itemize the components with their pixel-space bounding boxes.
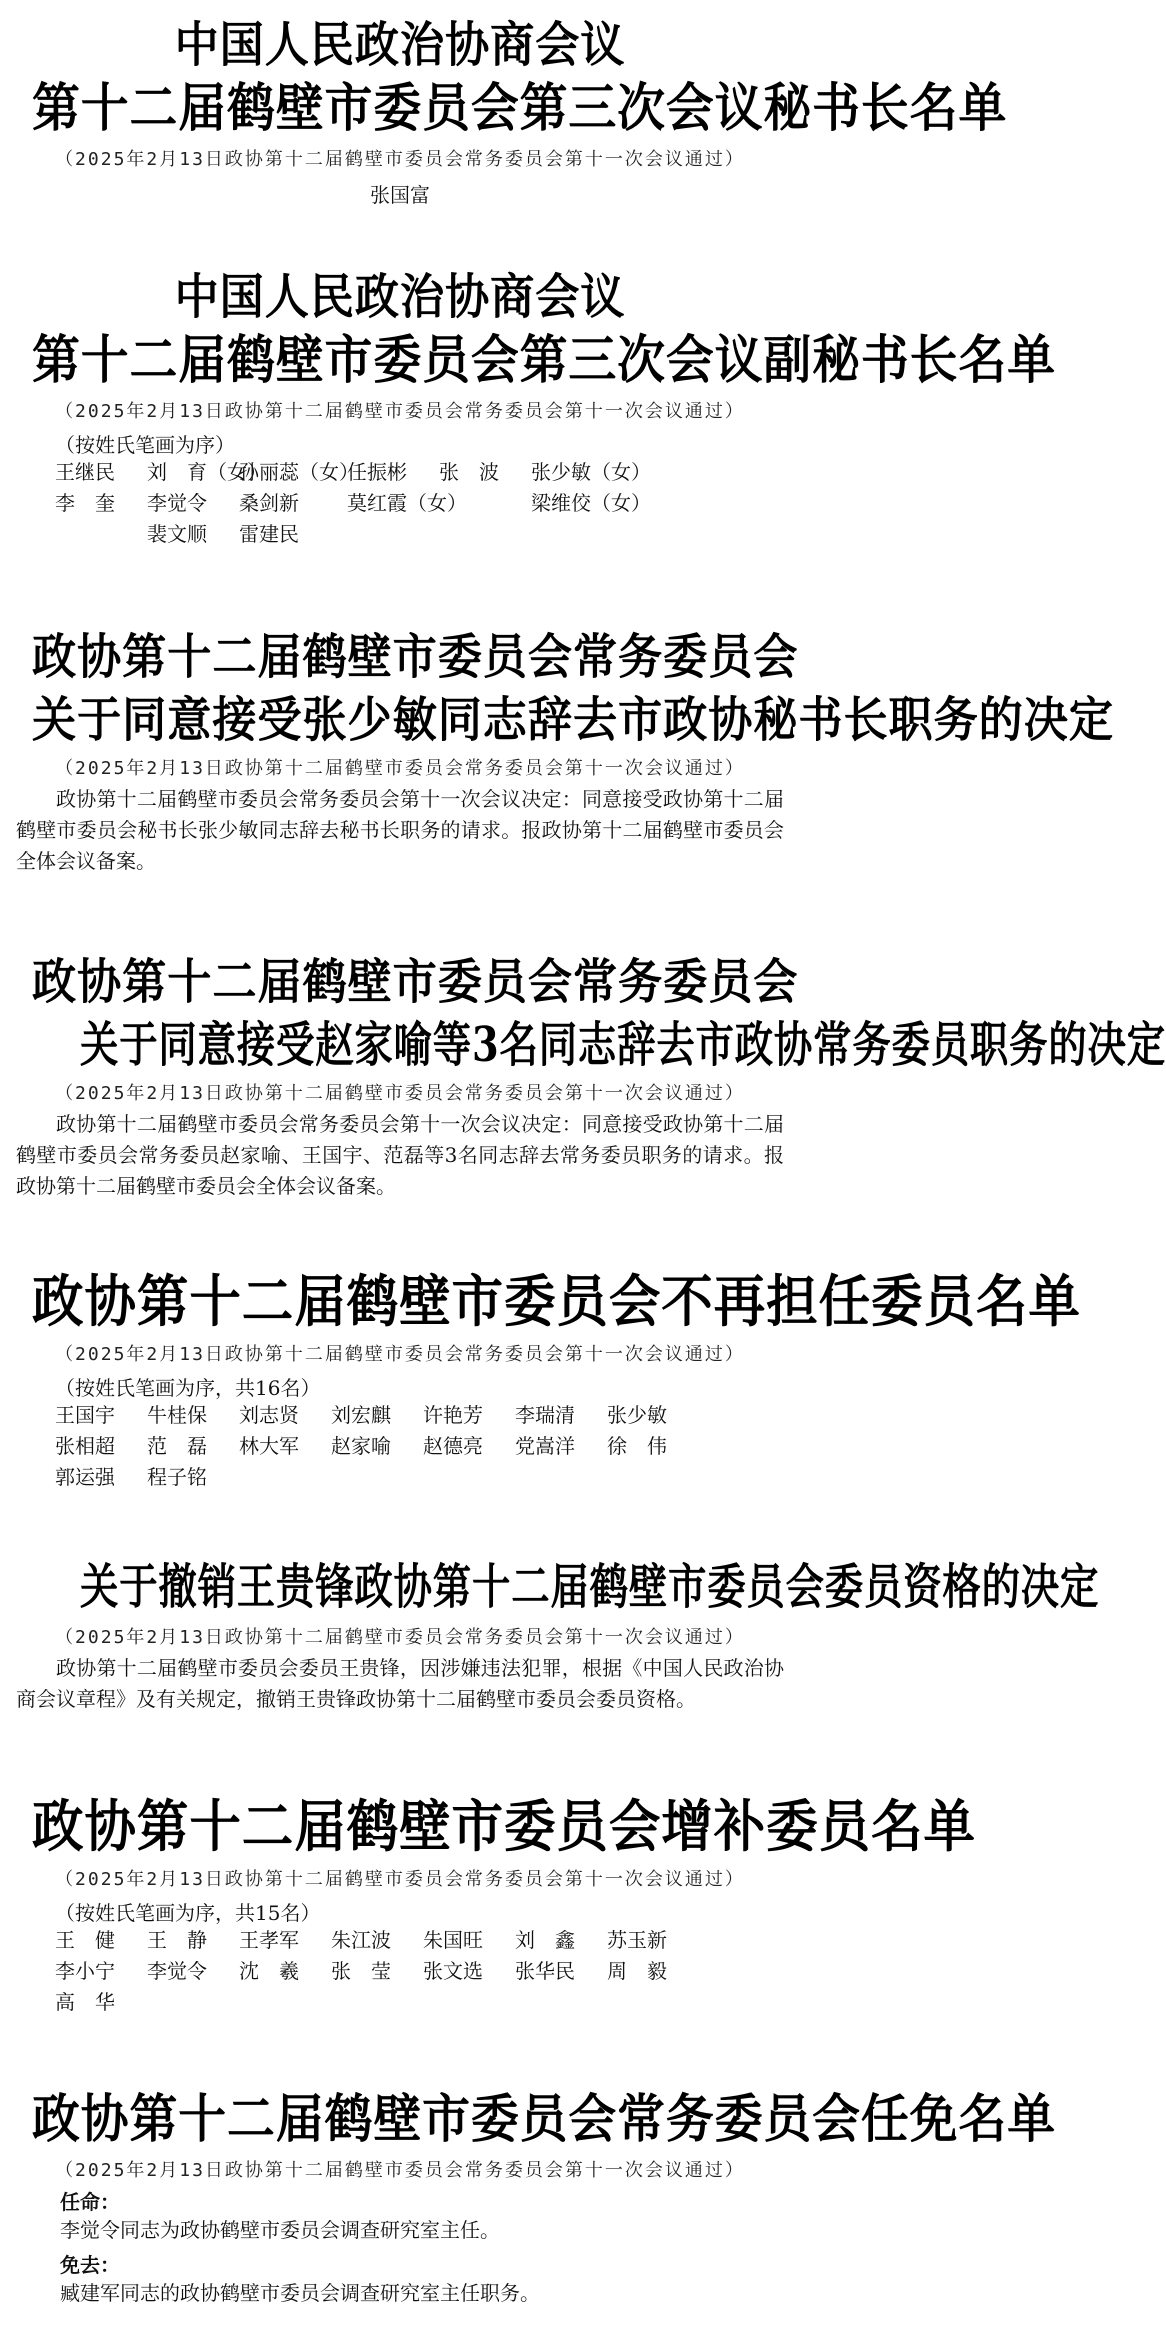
- name-item: 张相超: [55, 1434, 115, 1459]
- name-item: 刘志贤: [239, 1403, 299, 1428]
- name-item: 赵家喻: [331, 1434, 391, 1459]
- name-item: 王继民: [55, 459, 115, 484]
- name-item: 王 健: [55, 1928, 115, 1953]
- name-item: 高 华: [55, 1990, 115, 2015]
- name-item: 张文选: [423, 1959, 483, 1984]
- name-item: 刘宏麒: [331, 1403, 391, 1428]
- name-item: 李小宁: [55, 1959, 115, 1984]
- section-resignation-decision: [0, 629, 1114, 877]
- section-additional-members: [0, 1794, 976, 2017]
- decision-text: 政协第十二届鹤壁市委员会常务委员会第十一次会议决定：同意接受政协第十二届鹤壁市委员会秘书长张少敏同志辞去秘书长职务的请求。报政协第十二届鹤壁市委员会全体会议备案。: [16, 787, 784, 874]
- name-item: 沈 羲: [239, 1959, 299, 1984]
- name-item: 郭运强: [55, 1465, 115, 1490]
- name-item: 朱国旺: [423, 1928, 483, 1953]
- name-item: 任振彬: [347, 459, 407, 484]
- approval-note: （2025年2月13日政协第十二届鹤壁市委员会常务委员会第十一次会议通过）: [55, 400, 745, 422]
- name-item: 张 莹: [331, 1959, 391, 1984]
- name-item: 赵德亮: [423, 1434, 483, 1459]
- approval-note: （2025年2月13日政协第十二届鹤壁市委员会常务委员会第十一次会议通过）: [55, 1627, 745, 1649]
- name-list: [0, 458, 800, 549]
- name-item: 程子铭: [147, 1465, 207, 1490]
- section-title-line1: 中国人民政治协商会议: [174, 17, 626, 73]
- name-item: 徐 伟: [607, 1434, 667, 1459]
- name-item: 张华民: [515, 1959, 575, 1984]
- approval-note: （2025年2月13日政协第十二届鹤壁市委员会常务委员会第十一次会议通过）: [55, 1083, 745, 1105]
- name-item: 张少敏: [607, 1403, 667, 1428]
- name-item: 李 奎: [55, 490, 115, 515]
- name-item: 许艳芳: [423, 1403, 483, 1428]
- name-item: 李觉令: [147, 490, 207, 515]
- name-item: 张少敏（女）: [531, 459, 651, 484]
- name-item: 桑剑新: [239, 490, 299, 515]
- section-title: 政协第十二届鹤壁市委员会不再担任委员名单: [32, 1269, 1081, 1335]
- order-note: （按姓氏笔画为序，共15名）: [55, 1901, 321, 1926]
- remove-label: 免去：: [60, 2252, 120, 2277]
- section-title: 关于撤销王贵锋政协第十二届鹤壁市委员会委员资格的决定: [80, 1559, 1100, 1615]
- name-item: 王 静: [147, 1928, 207, 1953]
- name-item: 李瑞清: [515, 1403, 575, 1428]
- name-item: 孙丽蕊（女）: [239, 459, 359, 484]
- section-title-line2: 第十二届鹤壁市委员会第三次会议秘书长名单: [32, 78, 1008, 140]
- name-item: 李觉令: [147, 1959, 207, 1984]
- approval-note: （2025年2月13日政协第十二届鹤壁市委员会常务委员会第十一次会议通过）: [55, 148, 745, 170]
- name-item: 王国宇: [55, 1403, 115, 1428]
- section-title-line2: 关于同意接受张少敏同志辞去市政协秘书长职务的决定: [32, 692, 1114, 749]
- section-secretary-general: [0, 17, 1008, 208]
- name-item: 王孝军: [239, 1928, 299, 1953]
- section-title: 政协第十二届鹤壁市委员会常务委员会任免名单: [32, 2089, 1056, 2150]
- section-title-line2: 第十二届鹤壁市委员会第三次会议副秘书长名单: [32, 330, 1056, 392]
- appoint-label: 任命：: [60, 2189, 120, 2214]
- name-item: 张 波: [439, 459, 499, 484]
- name-item: 刘 鑫: [515, 1928, 575, 1953]
- section-title-line1: 政协第十二届鹤壁市委员会常务委员会: [32, 629, 799, 685]
- order-note: （按姓氏笔画为序）: [55, 432, 235, 457]
- name-item: 梁维佼（女）: [531, 490, 651, 515]
- section-no-longer-members: [0, 1269, 1081, 1492]
- appoint-text: 李觉令同志为政协鹤壁市委员会调查研究室主任。: [60, 2217, 500, 2242]
- section-title-line1: 中国人民政治协商会议: [174, 269, 626, 325]
- section-title-line2: 关于同意接受赵家喻等3名同志辞去市政协常务委员职务的决定: [80, 1017, 1166, 1074]
- approval-note: （2025年2月13日政协第十二届鹤壁市委员会常务委员会第十一次会议通过）: [55, 1344, 745, 1366]
- section-appointment-removal: [0, 2089, 1056, 2308]
- section-title-line1: 政协第十二届鹤壁市委员会常务委员会: [32, 954, 799, 1010]
- name-item: 党嵩洋: [515, 1434, 575, 1459]
- decision-text: 政协第十二届鹤壁市委员会委员王贵锋，因涉嫌违法犯罪，根据《中国人民政治协商会议章程》及有关规定，撤销王贵锋政协第十二届鹤壁市委员会委员资格。: [16, 1656, 784, 1712]
- section-title: 政协第十二届鹤壁市委员会增补委员名单: [32, 1794, 976, 1860]
- name-item: 莫红霞（女）: [347, 490, 467, 515]
- approval-note: （2025年2月13日政协第十二届鹤壁市委员会常务委员会第十一次会议通过）: [55, 758, 745, 780]
- name-item: 牛桂保: [147, 1403, 207, 1428]
- appointee-name: 张国富: [370, 182, 430, 207]
- section-standing-member-resignation: [0, 954, 1166, 1202]
- approval-note: （2025年2月13日政协第十二届鹤壁市委员会常务委员会第十一次会议通过）: [55, 1869, 745, 1891]
- name-item: 范 磊: [147, 1434, 207, 1459]
- approval-note: （2025年2月13日政协第十二届鹤壁市委员会常务委员会第十一次会议通过）: [55, 2159, 745, 2181]
- name-list: [0, 1926, 800, 2017]
- name-item: 周 毅: [607, 1959, 667, 1984]
- name-list: [0, 1401, 800, 1492]
- order-note: （按姓氏笔画为序，共16名）: [55, 1376, 321, 1401]
- name-item: 林大军: [239, 1434, 299, 1459]
- remove-text: 臧建军同志的政协鹤壁市委员会调查研究室主任职务。: [60, 2280, 540, 2305]
- section-deputy-secretary-general: [0, 269, 1056, 549]
- name-item: 朱江波: [331, 1928, 391, 1953]
- name-item: 刘 育（女）: [147, 459, 267, 484]
- name-item: 裴文顺: [147, 521, 207, 546]
- decision-text: 政协第十二届鹤壁市委员会常务委员会第十一次会议决定：同意接受政协第十二届鹤壁市委员会常务委员赵家喻、王国宇、范磊等3名同志辞去常务委员职务的请求。报政协第十二届鹤壁市委员会全体会议备案。: [16, 1112, 784, 1199]
- section-revoke-qualification: [0, 1559, 1100, 1715]
- name-item: 苏玉新: [607, 1928, 667, 1953]
- name-item: 雷建民: [239, 521, 299, 546]
